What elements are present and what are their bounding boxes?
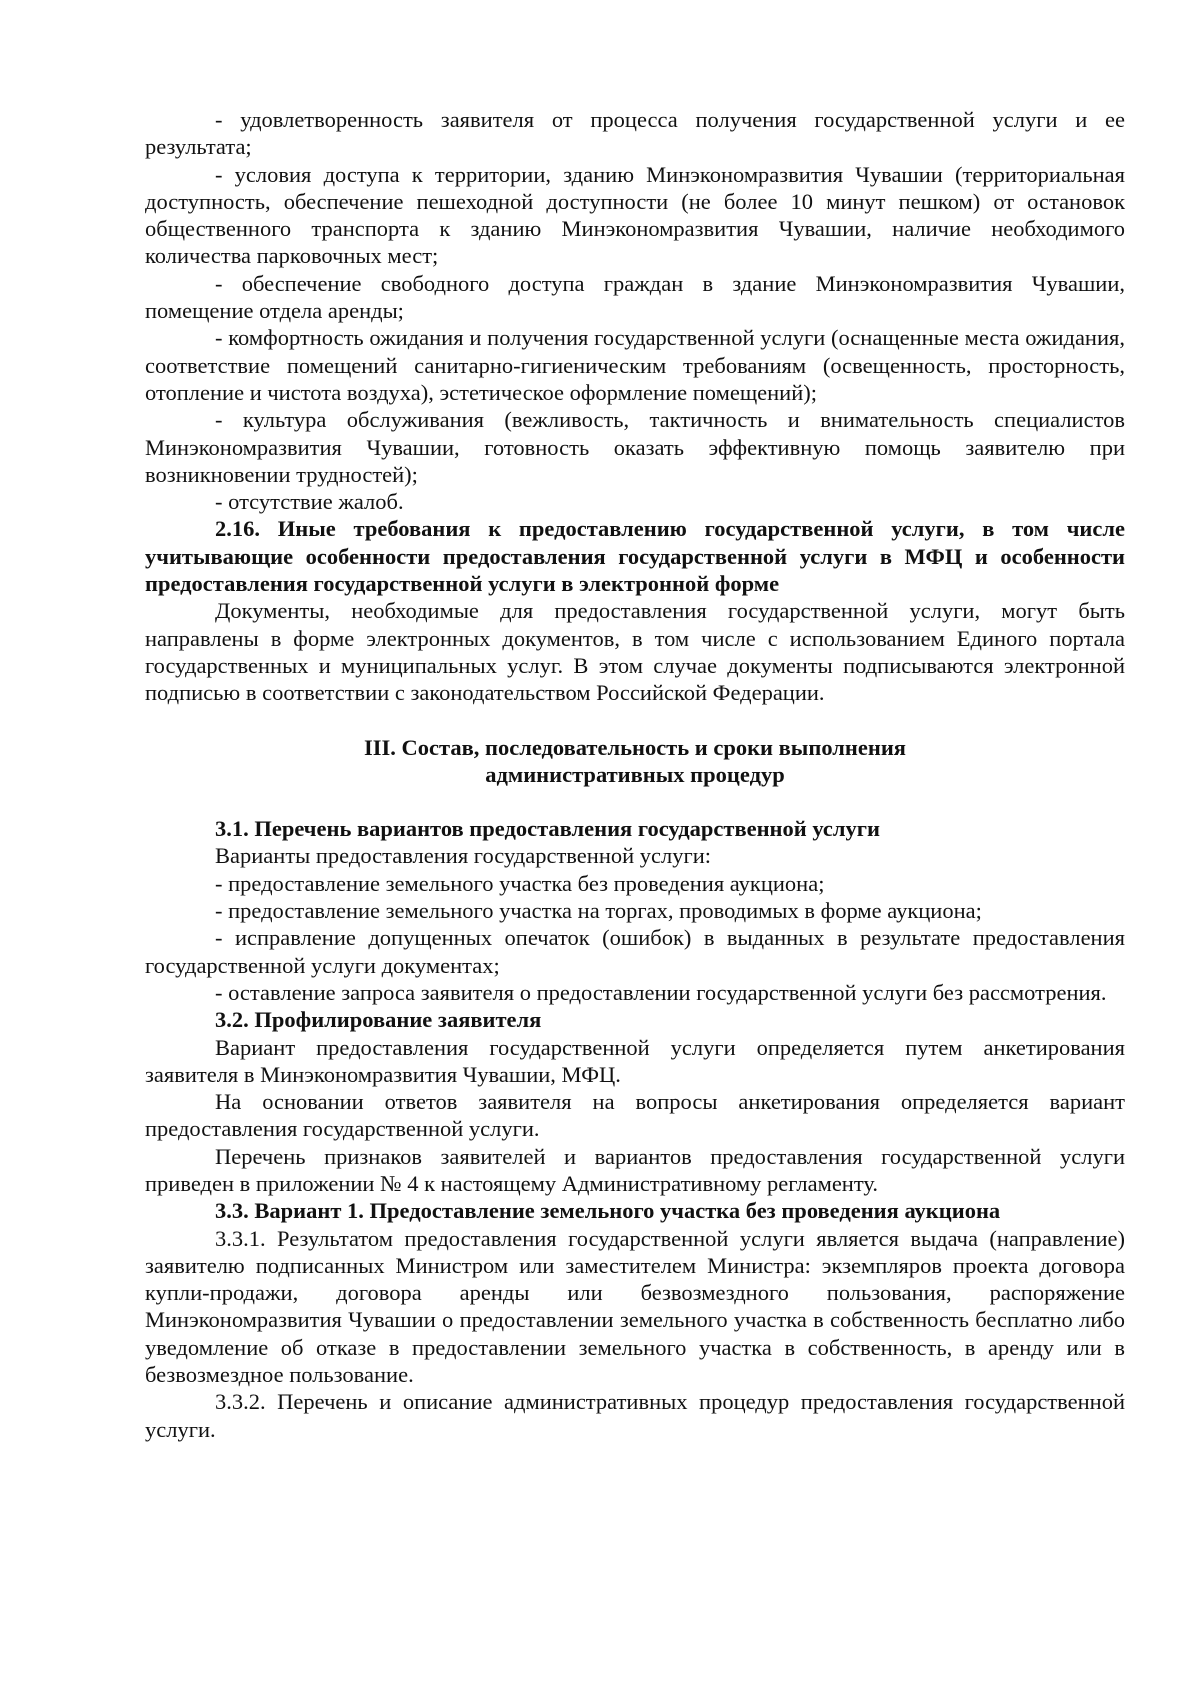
section-heading-line-2: административных процедур [485,761,785,787]
section-heading-line-1: III. Состав, последовательность и сроки выполнения [364,734,906,760]
paragraph-electronic-documents: Документы, необходимые для предоставления государственной услуги, могут быть направлены в форме электронных документов, в том числе с использованием Единого портала государственных и муниципальных услуг. В этом случае документы подписываются электронной подписью в соответствии с законодательством Российской Федерации. [145,598,1125,706]
paragraph-waiting-comfort: - комфортность ожидания и получения государственной услуги (оснащенные места ожидания, соответствие помещений санитарно-гигиеническим требованиям (освещенность, просторность, отопление и чистота воздуха), эстетическое оформление помещений); [145,325,1125,405]
document-page [145,106,1125,1443]
paragraph-free-access: - обеспечение свободного доступа граждан в здание Минэкономразвития Чувашии, помещение отдела аренды; [145,270,1125,324]
paragraph-satisfaction: - удовлетворенность заявителя от процесса получения государственной услуги и ее результата; [145,107,1125,160]
list-item-auction: - предоставление земельного участка на торгах, проводимых в форме аукциона; [215,898,982,924]
paragraph-variants-intro: Варианты предоставления государственной услуги: [215,843,712,869]
heading-2-16: 2.16. Иные требования к предоставлению государственной услуги, в том числе учитывающие особенности предоставления государственной услуги в МФЦ и особенности предоставления государственной услуги в электронной форме [145,516,1125,597]
paragraph-appendix: Перечень признаков заявителей и вариантов предоставления государственной услуги приведен в приложении № 4 к настоящему Административному регламенту. [145,1143,1125,1196]
paragraph-no-complaints: - отсутствие жалоб. [215,489,404,515]
paragraph-service-culture: - культура обслуживания (вежливость, тактичность и внимательность специалистов Минэкономразвития Чувашии, готовность оказать эффективную помощь заявителю при возникновении трудностей); [145,407,1125,487]
paragraph-3-3-1: 3.3.1. Результатом предоставления государственной услуги является выдача (направление) заявителю подписанных Министром или заместителем Министра: экземпляров проекта договора купли-продажи, договора аренды или безвозмездного пользования, распоряжение Минэкономразвития Чувашии о предоставлении земельного участка в собственность бесплатно либо уведомление об отказе в предоставлении земельного участка в собственность, в аренду или в безвозмездное пользование. [145,1225,1125,1388]
paragraph-answers: На основании ответов заявителя на вопросы анкетирования определяется вариант предоставления государственной услуги. [145,1089,1125,1142]
paragraph-3-3-2: 3.3.2. Перечень и описание административных процедур предоставления государственной услуги. [145,1389,1125,1442]
list-item-without-auction: - предоставление земельного участка без проведения аукциона; [215,870,825,896]
list-item-correction: - исправление допущенных опечаток (ошибок) в выданных в результате предоставления государственной услуги документах; [145,925,1125,978]
heading-3-1: 3.1. Перечень вариантов предоставления государственной услуги [215,816,880,842]
heading-3-2: 3.2. Профилирование заявителя [215,1007,542,1033]
paragraph-access-conditions: - условия доступа к территории, зданию Минэкономразвития Чувашии (территориальная доступность, обеспечение пешеходной доступности (не более 10 минут пешком) от остановок общественного транспорта к зданию Минэкономразвития Чувашии, наличие необходимого количества парковочных мест; [145,161,1125,269]
paragraph-questionnaire: Вариант предоставления государственной услуги определяется путем анкетирования заявителя в Минэкономразвития Чувашии, МФЦ. [145,1034,1125,1087]
heading-3-3: 3.3. Вариант 1. Предоставление земельного участка без проведения аукциона [215,1198,1001,1224]
list-item-no-consideration: - оставление запроса заявителя о предоставлении государственной услуги без рассмотрения. [215,979,1107,1005]
